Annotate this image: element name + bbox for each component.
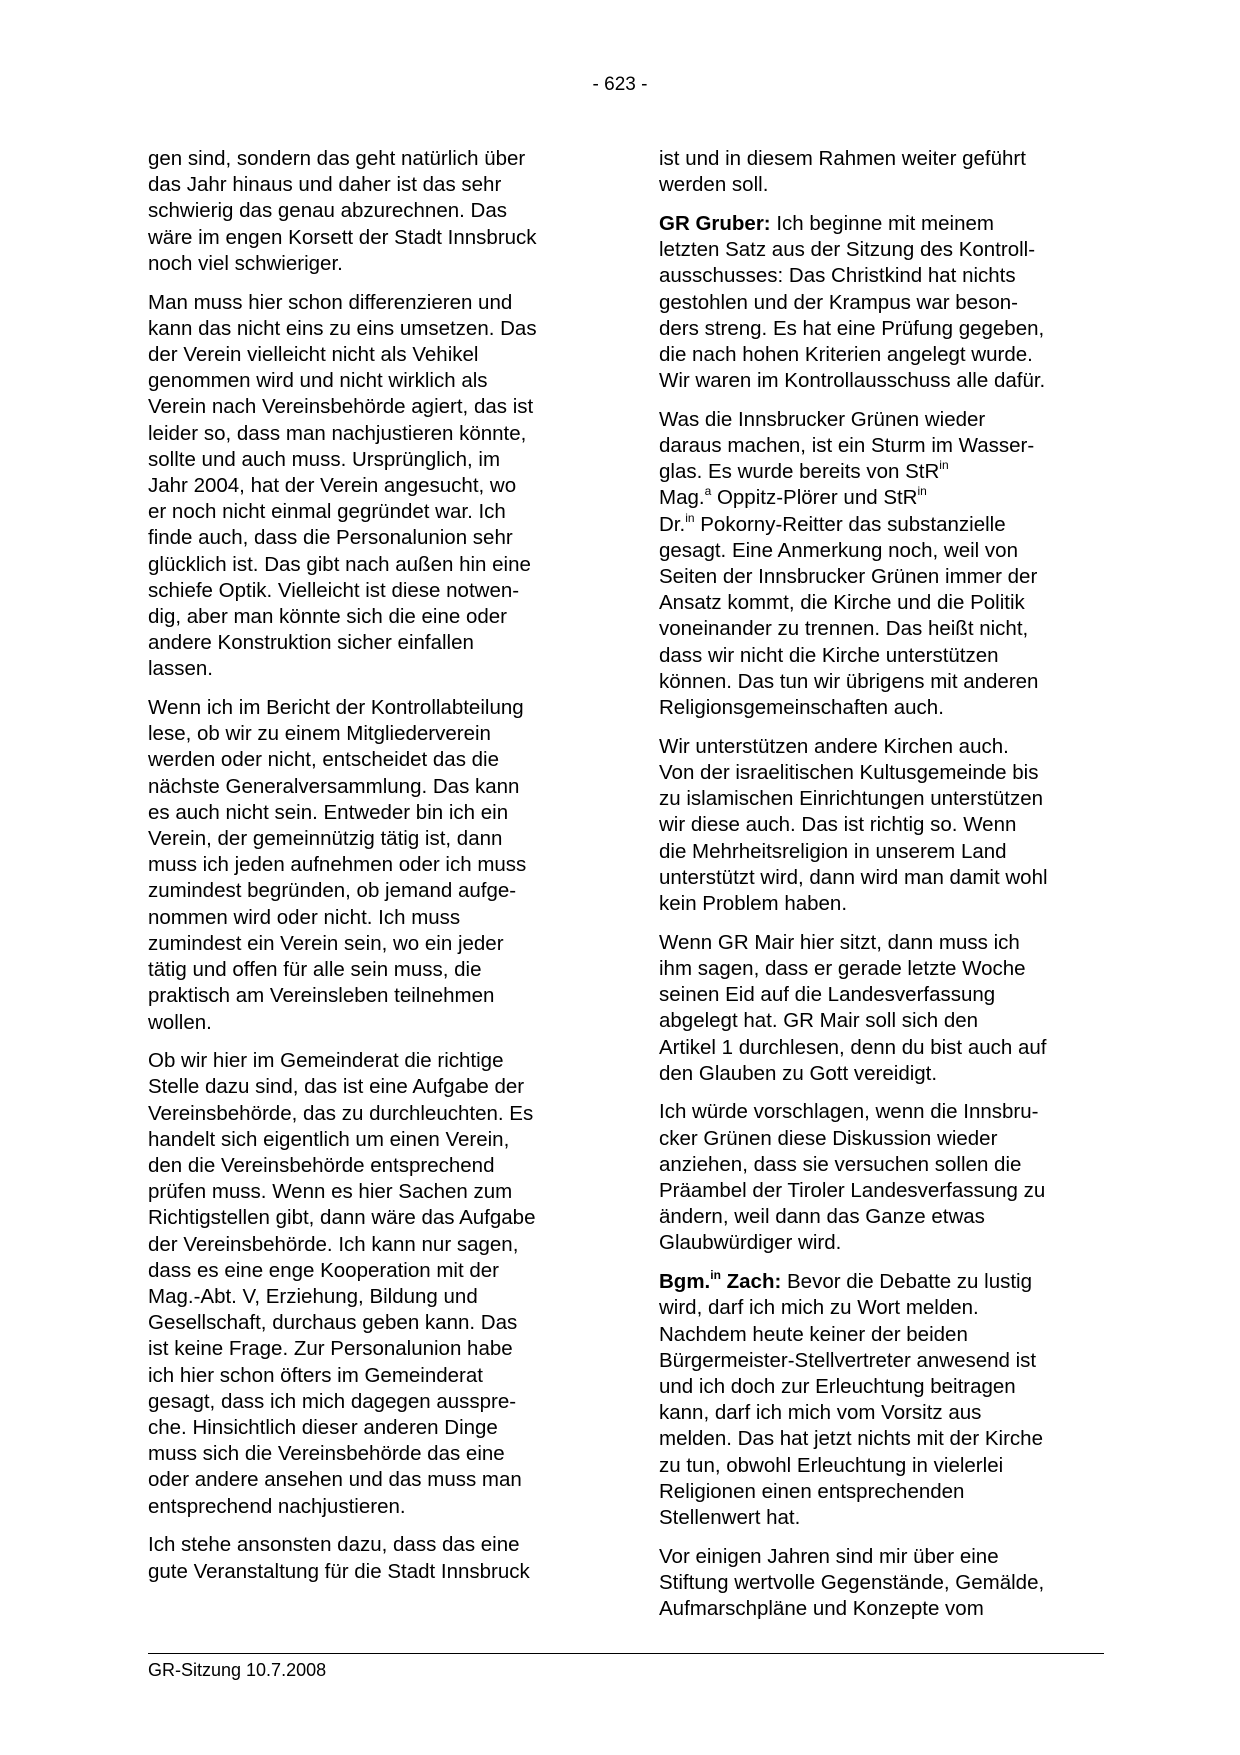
text-line: zumindest ein Verein sein, wo ein jeder [148, 931, 504, 955]
text-line: finde auch, dass die Personalunion sehr [148, 526, 513, 550]
text-line: Verein nach Vereinsbehörde agiert, das ist [148, 395, 534, 419]
text-line: gesagt. Eine Anmerkung noch, weil von [659, 538, 1018, 562]
text-line: zumindest begründen, ob jemand aufge- [148, 879, 517, 903]
text-line: praktisch am Vereinsleben teilnehmen [148, 984, 495, 1008]
text-line: gestohlen und der Krampus war beson- [659, 290, 1018, 314]
text-line: den Glauben zu Gott vereidigt. [659, 1061, 938, 1085]
text-line: Was die Innsbrucker Grünen wieder [659, 407, 986, 431]
text-line: Bürgermeister-Stellvertreter anwesend ist [659, 1348, 1037, 1372]
text-line: die nach hohen Kriterien angelegt wurde. [659, 342, 1033, 366]
text-line: ders streng. Es hat eine Prüfung gegeben, [659, 316, 1045, 340]
text-line: Vor einigen Jahren sind mir über eine [659, 1544, 999, 1568]
text-line: es auch nicht sein. Entweder bin ich ein [148, 800, 509, 824]
text-line: Religionsgemeinschaften auch. [659, 696, 944, 720]
text-line: leider so, dass man nachjustieren könnte, [148, 421, 527, 445]
text-line: und ich doch zur Erleuchtung beitragen [659, 1374, 1016, 1398]
text-line: Man muss hier schon differenzieren und [148, 290, 513, 314]
text-run: Bevor die Debatte zu lustig [781, 1270, 1032, 1294]
right-column [659, 146, 1104, 1635]
text-line: unterstützt wird, dann wird man damit wohl [659, 865, 1048, 889]
left-column [148, 146, 588, 1597]
text-line: gen sind, sondern das geht natürlich über [148, 147, 526, 170]
text-line: ihm sagen, dass er gerade letzte Woche [659, 956, 1026, 980]
text-line: seinen Eid auf die Landesverfassung [659, 983, 996, 1007]
text-line: abgelegt hat. GR Mair soll sich den [659, 1009, 979, 1033]
text-run: Pokorny-Reitter das substanzielle [694, 512, 1006, 536]
speech-zach [659, 1269, 1104, 1531]
text-line: gute Veranstaltung für die Stadt Innsbruck [148, 1559, 530, 1583]
superscript: in [685, 510, 695, 525]
text-line: prüfen muss. Wenn es hier Sachen zum [148, 1180, 513, 1204]
text-line: tätig und offen für alle sein muss, die [148, 958, 482, 982]
text-line [659, 211, 1104, 237]
text-line: Ich würde vorschlagen, wenn die Innsbru- [659, 1100, 1039, 1124]
paragraph [659, 930, 1104, 1087]
text-line: Stiftung wertvolle Gegenstände, Gemälde, [659, 1570, 1045, 1594]
text-run: Mag. [659, 486, 705, 510]
text-line [659, 1269, 1104, 1295]
text-line: letzten Satz aus der Sitzung des Kontroll- [659, 238, 1036, 262]
text-line: cker Grünen diese Diskussion wieder [659, 1126, 998, 1150]
text-line: Religionen einen entsprechenden [659, 1479, 965, 1503]
text-line: Ich stehe ansonsten dazu, dass das eine [148, 1533, 520, 1557]
text-line: sollte und auch muss. Ursprünglich, im [148, 447, 501, 471]
text-line: Glaubwürdiger wird. [659, 1231, 842, 1255]
text-line: handelt sich eigentlich um einen Verein, [148, 1127, 510, 1151]
text-line: nächste Generalversammlung. Das kann [148, 774, 520, 798]
text-line: kann das nicht eins zu eins umsetzen. Das [148, 316, 537, 340]
text-line: kein Problem haben. [659, 891, 848, 915]
text-line: Vereinsbehörde, das zu durchleuchten. Es [148, 1101, 534, 1125]
paragraph [148, 695, 588, 1036]
text-line: ausschusses: Das Christkind hat nichts [659, 264, 1016, 288]
text-line: Von der israelitischen Kultusgemeinde bis [659, 760, 1039, 784]
text-line: Wenn GR Mair hier sitzt, dann muss ich [659, 930, 1020, 954]
text-run: Dr. [659, 512, 686, 536]
text-line: Jahr 2004, hat der Verein angesucht, wo [148, 473, 517, 497]
footer-session-date: GR-Sitzung 10.7.2008 [148, 1660, 327, 1680]
paragraph [148, 1532, 588, 1584]
text-line: dig, aber man könnte sich die eine oder [148, 604, 507, 628]
text-line: daraus machen, ist ein Sturm im Wasser- [659, 434, 1035, 458]
text-line: werden oder nicht, entscheidet das die [148, 748, 500, 772]
text-line: der Vereinsbehörde. Ich kann nur sagen, [148, 1232, 519, 1256]
text-line: Ob wir hier im Gemeinderat die richtige [148, 1049, 504, 1073]
text-line: Stellenwert hat. [659, 1505, 801, 1529]
text-line: Nachdem heute keiner der beiden [659, 1322, 968, 1346]
text-line: können. Das tun wir übrigens mit anderen [659, 669, 1039, 693]
text-line: andere Konstruktion sicher einfallen [148, 631, 474, 655]
paragraph [659, 734, 1104, 917]
speaker-name [659, 1270, 781, 1293]
text-line: Stelle dazu sind, das ist eine Aufgabe der [148, 1075, 525, 1099]
text-run: Bgm. [659, 1270, 711, 1294]
text-line: das Jahr hinaus und daher ist das sehr [148, 173, 502, 197]
speech-gruber [659, 211, 1104, 394]
text-line: Wir unterstützen andere Kirchen auch. [659, 734, 1009, 758]
text-line: ändern, weil dann das Ganze etwas [659, 1205, 985, 1229]
text-line: gesagt, dass ich mich dagegen ausspre- [148, 1389, 517, 1413]
paragraph [148, 290, 588, 683]
text-line: Richtigstellen gibt, dann wäre das Aufgabe [148, 1206, 536, 1230]
text-line: wird, darf ich mich zu Wort melden. [659, 1296, 979, 1320]
text-line: Präambel der Tiroler Landesverfassung zu [659, 1179, 1046, 1203]
text-line [659, 459, 1104, 485]
text-line: glücklich ist. Das gibt nach außen hin eine [148, 552, 531, 576]
text-line: Artikel 1 durchlesen, denn du bist auch auf [659, 1035, 1047, 1059]
text-line: noch viel schwieriger. [148, 251, 343, 275]
text-line: wir diese auch. Das ist richtig so. Wenn [659, 813, 1017, 837]
text-line: dass wir nicht die Kirche unterstützen [659, 643, 999, 667]
text-line: werden soll. [659, 173, 769, 197]
paragraph [148, 146, 588, 277]
text-line: melden. Das hat jetzt nichts mit der Kirche [659, 1427, 1043, 1451]
text-line: schiefe Optik. Vielleicht ist diese notwen- [148, 578, 520, 602]
text-line: che. Hinsichtlich dieser anderen Dinge [148, 1416, 498, 1440]
text-line: den die Vereinsbehörde entsprechend [148, 1154, 495, 1178]
text-line: Ansatz kommt, die Kirche und die Politik [659, 591, 1025, 615]
text-line: Seiten der Innsbrucker Grünen immer der [659, 565, 1038, 589]
text-line: wäre im engen Korsett der Stadt Innsbruck [148, 225, 537, 249]
text-line: anziehen, dass sie versuchen sollen die [659, 1152, 1022, 1176]
paragraph [659, 1099, 1104, 1256]
text-line [659, 485, 1104, 511]
text-line: kann, darf ich mich vom Vorsitz aus [659, 1401, 982, 1425]
text-line: ist und in diesem Rahmen weiter geführt [659, 147, 1026, 170]
text-line: zu islamischen Einrichtungen unterstützen [659, 787, 1044, 811]
text-line: ist keine Frage. Zur Personalunion habe [148, 1337, 513, 1361]
text-line: muss ich jeden aufnehmen oder ich muss [148, 853, 527, 877]
text-run: glas. Es wurde bereits von StR [659, 460, 940, 484]
text-line: entsprechend nachjustieren. [148, 1494, 406, 1518]
text-run: Zach: [720, 1270, 782, 1294]
speaker-name: GR Gruber: [659, 211, 771, 235]
text-line: muss sich die Vereinsbehörde das eine [148, 1442, 505, 1466]
text-line: Verein, der gemeinnützig tätig ist, dann [148, 827, 503, 851]
text-line: lassen. [148, 657, 213, 681]
text-line: nommen wird oder nicht. Ich muss [148, 905, 461, 929]
text-line: oder andere ansehen und das muss man [148, 1468, 522, 1492]
text-line [659, 512, 1104, 538]
text-line: zu tun, obwohl Erleuchtung in vielerlei [659, 1453, 1004, 1477]
superscript: in [710, 1268, 721, 1283]
text-line: ich hier schon öfters im Gemeinderat [148, 1363, 483, 1387]
text-run: Ich beginne mit meinem [770, 211, 994, 235]
text-line: lese, ob wir zu einem Mitgliederverein [148, 722, 491, 746]
text-line: Gesellschaft, durchaus geben kann. Das [148, 1311, 518, 1335]
superscript: a [704, 484, 712, 499]
text-line: Wenn ich im Bericht der Kontrollabteilung [148, 696, 524, 720]
text-line: dass es eine enge Kooperation mit der [148, 1258, 500, 1282]
page-number: - 623 - [592, 74, 648, 95]
text-line: Mag.-Abt. V, Erziehung, Bildung und [148, 1285, 478, 1309]
superscript: in [917, 484, 927, 499]
text-line: er noch nicht einmal gegründet war. Ich [148, 500, 506, 524]
paragraph [659, 1544, 1104, 1623]
text-line: Aufmarschpläne und Konzepte vom [659, 1597, 984, 1621]
text-line: voneinander zu trennen. Das heißt nicht, [659, 617, 1029, 641]
text-run: Oppitz-Plörer und StR [711, 486, 918, 510]
text-line: schwierig das genau abzurechnen. Das [148, 199, 507, 223]
text-line: wollen. [148, 1010, 212, 1034]
paragraph [148, 1048, 588, 1520]
text-line: die Mehrheitsreligion in unserem Land [659, 839, 1007, 863]
paragraph [659, 407, 1104, 721]
text-line: der Verein vielleicht nicht als Vehikel [148, 342, 479, 366]
text-line: genommen wird und nicht wirklich als [148, 369, 488, 393]
footer-divider [148, 1653, 1104, 1654]
superscript: in [939, 458, 949, 473]
paragraph [659, 146, 1104, 198]
text-line: Wir waren im Kontrollausschuss alle dafür. [659, 369, 1046, 393]
